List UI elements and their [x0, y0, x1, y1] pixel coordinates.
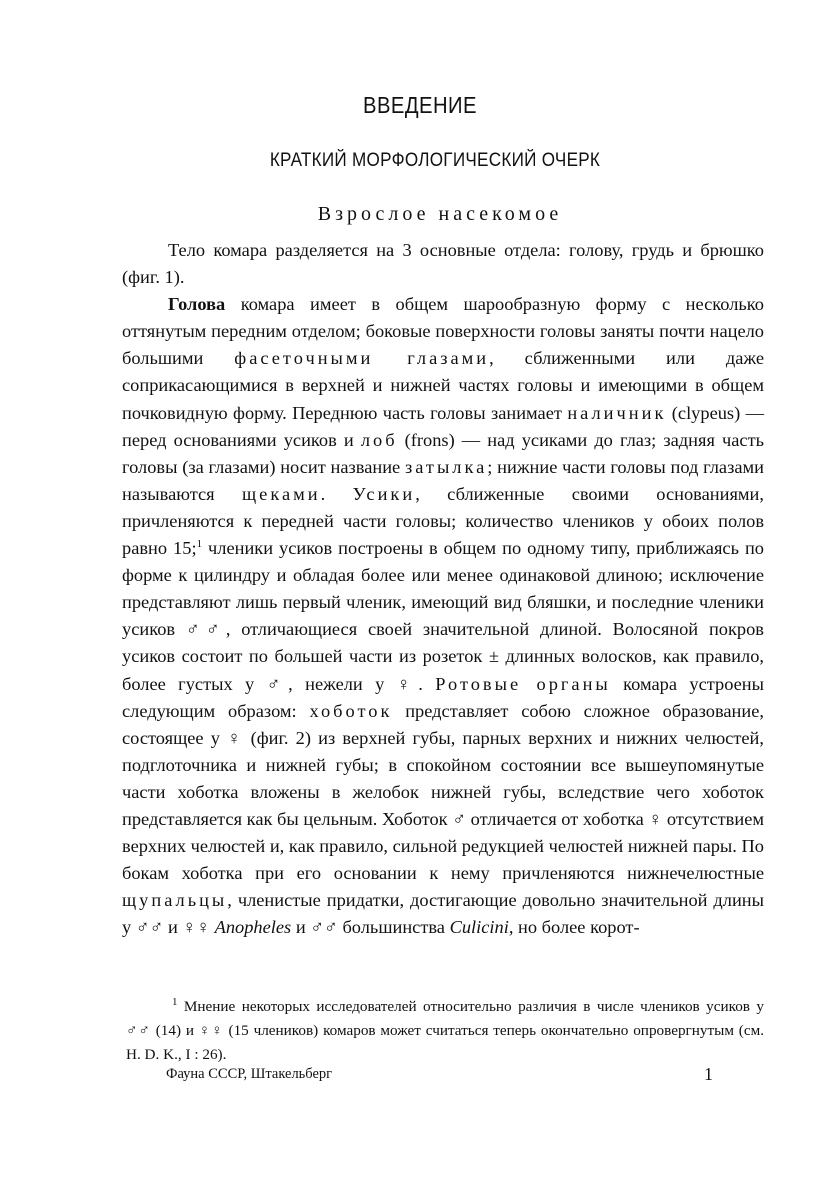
text-run: , сближенные своими основаниями, причленяются к передней части головы; количество члеников у обоих полов равно 15;	[122, 483, 764, 559]
body-text	[122, 237, 764, 941]
text-run: комара имеет в общем шарообразную форму с несколько оттянутым передним отделом; боковые поверхности головы заняты почти нацело большими	[122, 294, 764, 369]
term-clypeus: наличник	[567, 402, 667, 423]
paragraph-2	[122, 291, 764, 941]
text-run: (clypeus) — перед основаниями усиков и	[122, 402, 764, 450]
term-occiput: затылка	[404, 456, 488, 477]
term-palps: щупальцы	[122, 890, 228, 911]
text-run: комара устроены следующим образом:	[122, 673, 764, 721]
text-run: и ♂♂ большинства	[291, 917, 450, 938]
text-run: (frons) — над усиками до глаз; задняя часть головы (за глазами) носит название	[122, 429, 764, 477]
term-cheeks: щеками	[242, 483, 321, 504]
text-run: представляет собою сложное образование, состоящее у ♀ (фиг. 2) из верхней губы, парных верхних и нижних челюстей, подглоточника и нижней губы; в спокойном состоянии все вышеупомянутые части хоботка вложены в желобок нижней губы, вследствие чего хоботок представляется как бы цельным. Хоботок ♂ отличается от хоботка ♀ отсутствием верхних челюстей и, как правило, сильной редукцией челюстей нижней пары. По бокам хоботка при его основании к нему причленяются нижнечелюстные	[122, 700, 764, 884]
term-mouthparts: Ротовые органы	[435, 673, 611, 694]
footnote-text	[126, 995, 764, 1067]
genus-anopheles: Anopheles	[214, 917, 292, 938]
text-run: , сближенными или даже соприкасающимися в верхней и нижней частях головы и имеющими в общем почковидную форму. Переднюю часть головы занимает	[122, 348, 764, 423]
footnote	[126, 995, 764, 1067]
text-run: , но более корот-	[508, 917, 640, 938]
page-title: ВВЕДЕНИЕ	[363, 92, 477, 118]
text-run: .	[320, 483, 353, 504]
term-frons: лоб	[360, 429, 398, 450]
page-number: 1	[704, 1064, 713, 1084]
chapter-subtitle: КРАТКИЙ МОРФОЛОГИЧЕСКИЙ ОЧЕРК	[269, 150, 601, 171]
text-run: ; нижние части головы под глазами называются	[122, 456, 764, 504]
term-head: Голова	[168, 294, 226, 315]
footnote-reference: 1	[196, 537, 203, 550]
footnote-mark: 1	[172, 995, 178, 1008]
footnote-body: Мнение некоторых исследователей относительно различия в числе члеников усиков у ♂♂ (14) и ♀♀ (15 члеников) комаров может считаться теперь окончательно опровергнутым (см. H. D. K., I : 26).	[126, 998, 764, 1063]
tribe-culicini: Culicini	[449, 917, 509, 938]
term-proboscis: хоботок	[309, 700, 393, 721]
footer-source: Фауна СССР, Штакельберг	[166, 1066, 333, 1082]
text-run: , членистые придатки, достигающие довольно значительной длины у ♂♂ и ♀♀	[122, 890, 764, 938]
text-run: членики усиков построены в общем по одному типу, приближаясь по форме к цилиндру и обладая более или менее одинаковой длиною; исключение представляют лишь первый членик, имеющий вид бляшки, и последние членики усиков ♂♂, отличающиеся своей значительной длиной. Волосяной покров усиков состоит по большей части из розеток ± длинных волосков, как правило, более густых у ♂, нежели у ♀.	[122, 538, 764, 694]
term-antennae: Усики	[352, 483, 416, 504]
paragraph-1: Тело комара разделяется на 3 основные отдела: голову, грудь и брюшко (фиг. 1).	[122, 240, 764, 288]
section-heading: Взрослое насекомое	[317, 203, 563, 225]
term-compound-eyes: фасеточными глазами	[234, 348, 490, 369]
